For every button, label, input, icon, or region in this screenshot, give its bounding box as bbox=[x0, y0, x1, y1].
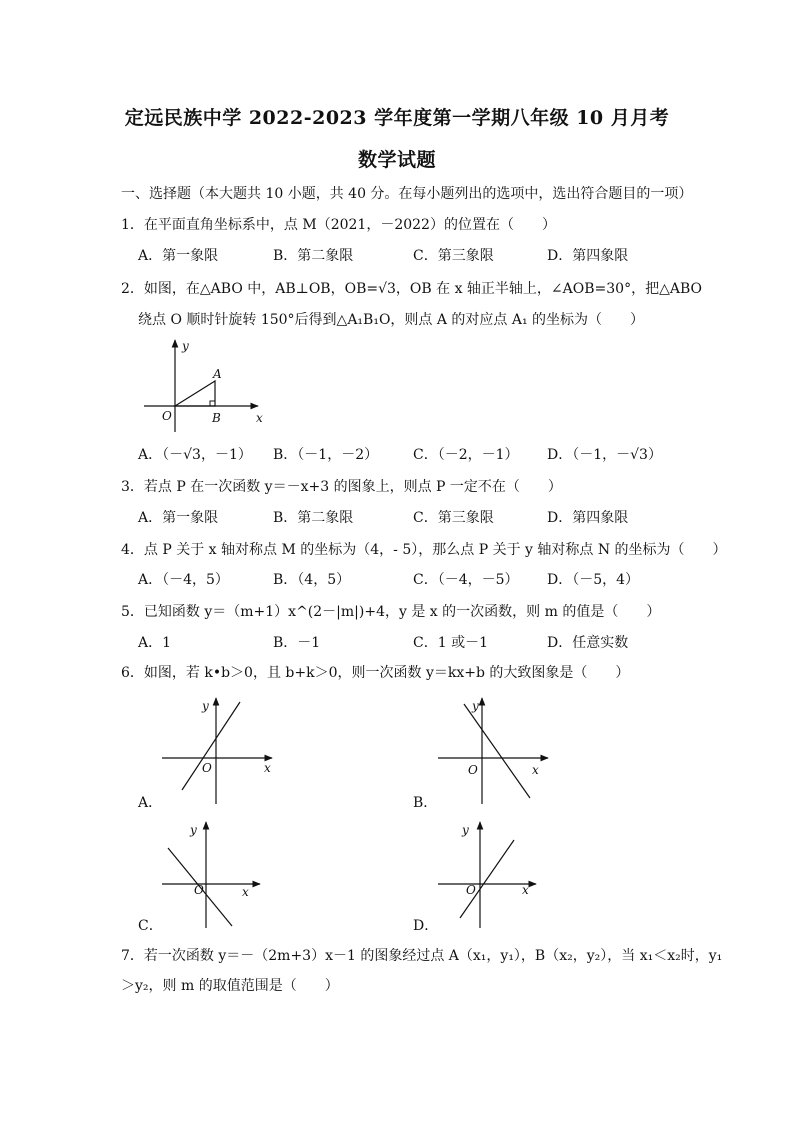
q4-option-b[interactable]: B．（4，5） bbox=[273, 572, 351, 588]
q6-graph-d bbox=[436, 818, 546, 930]
q2-option-d[interactable]: D．（－1，－√3） bbox=[547, 447, 662, 463]
origin-label: O bbox=[162, 409, 172, 423]
function-line bbox=[182, 702, 240, 790]
origin-label: O bbox=[194, 883, 204, 897]
y-label: y bbox=[202, 699, 209, 713]
q1-option-a[interactable]: A．第一象限 bbox=[138, 248, 219, 264]
q3-option-b[interactable]: B．第二象限 bbox=[273, 510, 354, 526]
q4-option-c[interactable]: C．（－4，－5） bbox=[413, 572, 519, 588]
q6-option-b[interactable]: B． bbox=[413, 795, 438, 811]
origin-label: O bbox=[202, 761, 212, 775]
q2-option-c[interactable]: C．（－2，－1） bbox=[413, 447, 519, 463]
function-line bbox=[460, 840, 514, 918]
q3-option-d[interactable]: D．第四象限 bbox=[547, 510, 629, 526]
right-angle-mark bbox=[210, 401, 215, 406]
q1-option-b[interactable]: B．第二象限 bbox=[273, 248, 354, 264]
question-7-text-line2: ＞y₂，则 m 的取值范围是（ ） bbox=[121, 978, 339, 994]
x-label: x bbox=[264, 761, 271, 775]
point-a-label: A bbox=[213, 367, 222, 381]
q6-option-d[interactable]: D． bbox=[413, 918, 439, 934]
q6-graph-c bbox=[160, 818, 270, 930]
question-6-text: 6．如图，若 k•b＞0，且 b+k＞0，则一次函数 y＝kx+b 的大致图象是（ ） bbox=[121, 665, 630, 681]
x-label: x bbox=[256, 411, 263, 425]
q5-option-a[interactable]: A．1 bbox=[138, 635, 172, 651]
origin-label: O bbox=[468, 763, 478, 777]
question-1-text: 1．在平面直角坐标系中，点 M（2021，－2022）的位置在（ ） bbox=[121, 217, 556, 233]
y-label: y bbox=[182, 339, 189, 353]
q6-option-a[interactable]: A． bbox=[138, 795, 163, 811]
triangle-abo bbox=[175, 381, 215, 406]
x-label: x bbox=[532, 763, 539, 777]
question-5-text: 5．已知函数 y＝（m+1）x^(2－|m|)+4，y 是 x 的一次函数，则 m 的值是（ ） bbox=[121, 604, 661, 620]
q2-option-a[interactable]: A．（－√3，－1） bbox=[138, 447, 252, 463]
q6-graph-a bbox=[160, 694, 280, 806]
section-heading: 一、选择题（本大题共 10 小题，共 40 分。在每小题列出的选项中，选出符合题目的一项） bbox=[121, 186, 693, 202]
x-label: x bbox=[242, 885, 249, 899]
q6-option-c[interactable]: C． bbox=[138, 918, 163, 934]
point-b-label: B bbox=[212, 411, 221, 425]
q4-option-a[interactable]: A．（－4，5） bbox=[138, 572, 229, 588]
function-line bbox=[464, 704, 530, 798]
y-label: y bbox=[462, 823, 469, 837]
q5-option-d[interactable]: D．任意实数 bbox=[547, 635, 629, 651]
question-3-text: 3．若点 P 在一次函数 y＝－x+3 的图象上，则点 P 一定不在（ ） bbox=[121, 479, 562, 495]
q5-option-b[interactable]: B．－1 bbox=[273, 635, 321, 651]
q1-option-d[interactable]: D．第四象限 bbox=[547, 248, 629, 264]
y-label: y bbox=[472, 699, 479, 713]
origin-label: O bbox=[466, 883, 476, 897]
x-label: x bbox=[522, 883, 529, 897]
y-label: y bbox=[190, 823, 197, 837]
q2-triangle-figure bbox=[140, 336, 270, 436]
question-4-text: 4．点 P 关于 x 轴对称点 M 的坐标为（4，- 5），那么点 P 关于 y 轴对称点 N 的坐标为（ ） bbox=[121, 542, 727, 558]
question-2-text-line1: 2．如图，在△ABO 中，AB⊥OB，OB=√3，OB 在 x 轴正半轴上，∠AOB=30°，把△ABO bbox=[121, 281, 702, 297]
question-2-text-line2: 绕点 O 顺时针旋转 150°后得到△A₁B₁O，则点 A 的对应点 A₁ 的坐标为（ ） bbox=[138, 312, 645, 328]
exam-subtitle: 数学试题 bbox=[357, 149, 436, 171]
q5-option-c[interactable]: C．1 或－1 bbox=[413, 635, 488, 651]
q6-graph-b bbox=[436, 694, 556, 806]
q3-option-c[interactable]: C．第三象限 bbox=[413, 510, 494, 526]
exam-title: 定远民族中学 2022-2023 学年度第一学期八年级 10 月月考 bbox=[124, 107, 670, 129]
question-7-text-line1: 7．若一次函数 y＝－（2m+3）x－1 的图象经过点 A（x₁，y₁），B（x₂，y₂），当 x₁＜x₂时，y₁ bbox=[121, 948, 723, 964]
q1-option-c[interactable]: C．第三象限 bbox=[413, 248, 494, 264]
q4-option-d[interactable]: D．（－5，4） bbox=[547, 572, 640, 588]
q3-option-a[interactable]: A．第一象限 bbox=[138, 510, 219, 526]
q2-option-b[interactable]: B．（－1，－2） bbox=[273, 447, 379, 463]
